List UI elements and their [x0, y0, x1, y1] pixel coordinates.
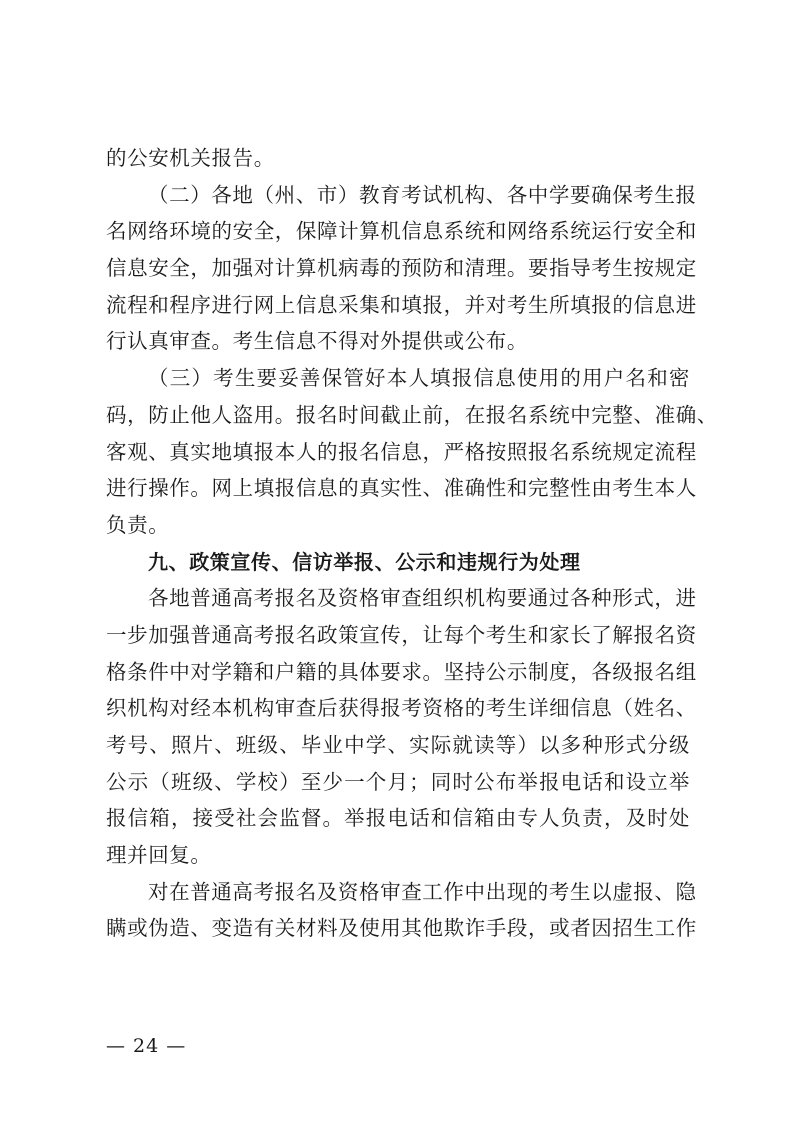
section-heading: 九、政策宣传、信访举报、公示和违规行为处理: [148, 549, 581, 574]
body-text: [106, 140, 718, 947]
text-line: 行认真审查。考生信息不得对外提供或公布。: [106, 329, 528, 354]
text-line: 进行操作。网上填报信息的真实性、准确性和完整性由考生本人: [106, 476, 697, 501]
page-number: — 24 —: [106, 1035, 187, 1057]
text-line: 公示（班级、学校）至少一个月；同时公布举报电话和设立举: [106, 769, 690, 794]
text-line: 理并回复。: [106, 843, 212, 868]
text-line: （二）各地（州、市）教育考试机构、各中学要确保考生报: [148, 182, 697, 207]
text-line: 考号、照片、班级、毕业中学、实际就读等）以多种形式分级: [106, 733, 690, 757]
text-line: 客观、真实地填报本人的报名信息，严格按照报名系统规定流程: [106, 439, 697, 464]
text-line: 名网络环境的安全，保障计算机信息系统和网络系统运行安全和: [106, 219, 697, 244]
text-line: 负责。: [106, 512, 170, 537]
text-line: 格条件中对学籍和户籍的具体要求。坚持公示制度，各级报名组: [106, 659, 697, 684]
text-line: 各地普通高考报名及资格审查组织机构要通过各种形式，进: [148, 586, 697, 611]
text-line: 码，防止他人盗用。报名时间截止前，在报名系统中完整、准确、: [106, 402, 718, 427]
text-line: 织机构对经本机构审查后获得报考资格的考生详细信息（姓名、: [106, 696, 697, 721]
text-line: 报信箱，接受社会监督。举报电话和信箱由专人负责，及时处: [106, 806, 690, 831]
text-line: 一步加强普通高考报名政策宣传，让每个考生和家长了解报名资: [106, 622, 697, 647]
text-line: 对在普通高考报名及资格审查工作中出现的考生以虚报、隐: [148, 879, 697, 904]
text-line: 信息安全，加强对计算机病毒的预防和清理。要指导考生按规定: [106, 256, 697, 281]
text-line: 流程和程序进行网上信息采集和填报，并对考生所填报的信息进: [106, 292, 697, 317]
text-line: （三）考生要妥善保管好本人填报信息使用的用户名和密: [148, 366, 690, 391]
text-line: 的公安机关报告。: [106, 146, 275, 170]
text-line: 瞒或伪造、变造有关材料及使用其他欺诈手段，或者因招生工作: [106, 916, 697, 941]
